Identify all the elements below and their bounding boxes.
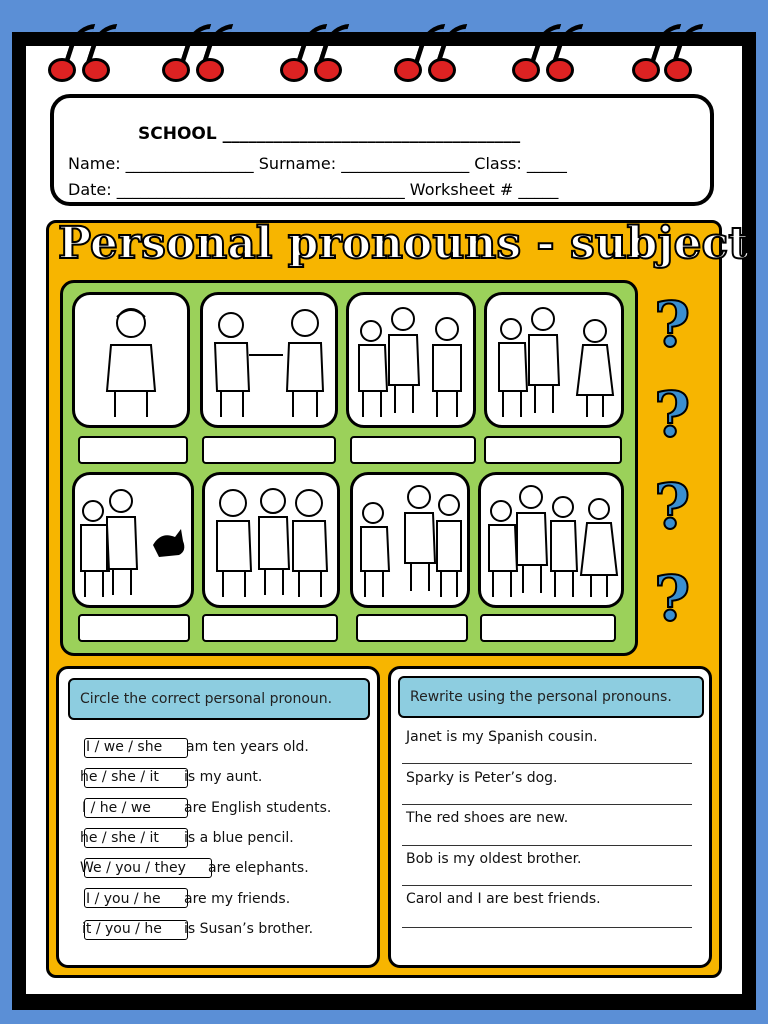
picture-two-people bbox=[200, 292, 338, 428]
ring-icon bbox=[196, 58, 224, 82]
group-icon bbox=[481, 475, 621, 605]
ring-icon bbox=[546, 58, 574, 82]
ring-icon bbox=[428, 58, 456, 82]
sentence-rest: are elephants. bbox=[208, 860, 309, 876]
rewrite-answer-line[interactable] bbox=[402, 803, 692, 805]
answer-box[interactable] bbox=[350, 436, 476, 464]
person-icon bbox=[75, 295, 187, 425]
rewrite-sentence: The red shoes are new. bbox=[406, 810, 569, 826]
student-info-header bbox=[50, 94, 714, 206]
two-people-icon bbox=[203, 295, 335, 425]
ring-icon bbox=[664, 58, 692, 82]
people-cat-icon bbox=[75, 475, 191, 605]
pronoun-options[interactable]: he / she / it bbox=[80, 830, 159, 846]
worksheet-title: Personal pronouns - subject bbox=[58, 218, 749, 269]
question-mark-icon: ? bbox=[654, 288, 691, 361]
exercise-circle-instruction: Circle the correct personal pronoun. bbox=[68, 678, 370, 720]
sentence-rest: is my aunt. bbox=[184, 769, 263, 785]
answer-box[interactable] bbox=[78, 436, 188, 464]
three-people-icon bbox=[353, 475, 467, 605]
question-mark-icon: ? bbox=[654, 378, 691, 451]
sentence-rest: is Susan’s brother. bbox=[184, 921, 314, 937]
ring-icon bbox=[280, 58, 308, 82]
picture-people-and-cat bbox=[72, 472, 194, 608]
ring-icon bbox=[314, 58, 342, 82]
sentence-rest: are my friends. bbox=[184, 891, 291, 907]
picture-three-boys-2 bbox=[350, 472, 470, 608]
pronoun-options[interactable]: it / you / he bbox=[82, 921, 162, 937]
ring-icon bbox=[394, 58, 422, 82]
rewrite-sentence: Janet is my Spanish cousin. bbox=[406, 729, 598, 745]
pronoun-options[interactable]: he / she / it bbox=[80, 769, 159, 785]
rewrite-sentence: Carol and I are best friends. bbox=[406, 891, 601, 907]
pronoun-options[interactable]: I / he / we bbox=[82, 800, 151, 816]
question-mark-icon: ? bbox=[654, 470, 691, 543]
ring-icon bbox=[48, 58, 76, 82]
picture-three-children bbox=[202, 472, 340, 608]
exercise-rewrite-instruction: Rewrite using the personal pronouns. bbox=[398, 676, 704, 718]
pronoun-options[interactable]: I / we / she bbox=[86, 739, 163, 755]
rewrite-sentence: Sparky is Peter’s dog. bbox=[406, 770, 558, 786]
rewrite-answer-line[interactable] bbox=[402, 926, 692, 928]
three-people-icon bbox=[349, 295, 473, 425]
three-people-icon bbox=[205, 475, 337, 605]
question-mark-icon: ? bbox=[654, 562, 691, 635]
answer-box[interactable] bbox=[480, 614, 616, 642]
answer-box[interactable] bbox=[484, 436, 622, 464]
group-icon bbox=[487, 295, 621, 425]
ring-icon bbox=[512, 58, 540, 82]
sentence-rest: is a blue pencil. bbox=[184, 830, 294, 846]
answer-box[interactable] bbox=[356, 614, 468, 642]
date-worksheet-row[interactable]: Date: ____________________________________ Worksheet # _____ bbox=[68, 180, 559, 199]
sentence-rest: am ten years old. bbox=[186, 739, 309, 755]
picture-one-boy bbox=[72, 292, 190, 428]
answer-box[interactable] bbox=[202, 436, 336, 464]
cat-icon bbox=[153, 529, 184, 557]
ring-icon bbox=[632, 58, 660, 82]
school-field[interactable]: SCHOOL ___________________________________ bbox=[138, 124, 521, 144]
rewrite-answer-line[interactable] bbox=[402, 844, 692, 846]
picture-three-boys bbox=[346, 292, 476, 428]
rewrite-sentence: Bob is my oldest brother. bbox=[406, 851, 582, 867]
pronoun-options[interactable]: I / you / he bbox=[86, 891, 161, 907]
name-surname-class-row[interactable]: Name: ________________ Surname: ________________ Class: _____ bbox=[68, 154, 567, 173]
answer-box[interactable] bbox=[202, 614, 338, 642]
rewrite-answer-line[interactable] bbox=[402, 884, 692, 886]
sentence-rest: are English students. bbox=[184, 800, 332, 816]
ring-icon bbox=[82, 58, 110, 82]
picture-boys-and-girl bbox=[484, 292, 624, 428]
picture-group-of-four bbox=[478, 472, 624, 608]
ring-icon bbox=[162, 58, 190, 82]
pronoun-options[interactable]: We / you / they bbox=[80, 860, 186, 876]
rewrite-answer-line[interactable] bbox=[402, 762, 692, 764]
answer-box[interactable] bbox=[78, 614, 190, 642]
